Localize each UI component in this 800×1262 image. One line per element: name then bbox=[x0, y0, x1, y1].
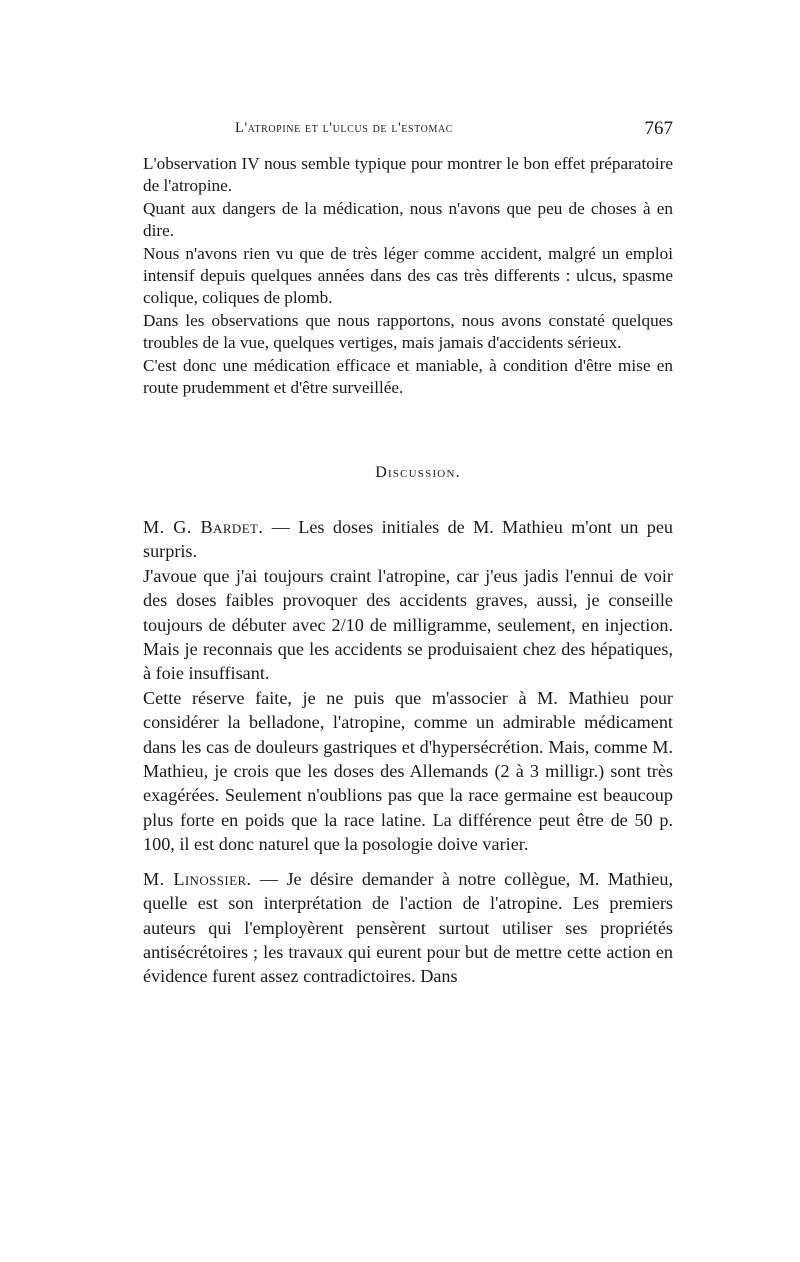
discussion-body bbox=[143, 515, 673, 989]
speaker-name: M. Linossier. bbox=[143, 868, 252, 889]
paragraph: Cette réserve faite, je ne puis que m'associer à M. Mathieu pour considérer la belladone, l'atropine, comme un admirable médicament dans les cas de douleurs gastriques et d'hypersécrétion. Mais, comme M. Mathieu, je crois que les doses des Allemands (2 à 3 milligr.) sont très exagérées. Seulement n'oublions pas que la race germaine est beaucoup plus forte en poids que la race latine. La différence peut être de 50 p. 100, il est donc naturel que la posologie doive varier. bbox=[143, 687, 673, 855]
running-head bbox=[143, 118, 673, 142]
paragraph: J'avoue que j'ai toujours craint l'atropine, car j'eus jadis l'ennui de voir des doses faibles provoquer des accidents graves, aussi, je conseille toujours de débuter avec 2/10 de milligramme, seulement, en injection. Mais je reconnais que les accidents se produisaient chez des hépatiques, à foie insuffisant. bbox=[143, 565, 673, 684]
paragraph: C'est donc une médication efficace et maniable, à condition d'être mise en route prudemment et d'être surveillée. bbox=[143, 355, 673, 398]
paragraph: Quant aux dangers de la médication, nous n'avons que peu de choses à en dire. bbox=[143, 198, 673, 241]
remark-text: — Je désire demander à notre collègue, M. Mathieu, quelle est son interprétation de l'action de l'atropine. Les premiers auteurs qui l'employèrent pensèrent surtout utiliser ses propriétés antisécrétoires ; les travaux qui eurent pour but de mettre cette action en évidence furent assez contradictoires. Dans bbox=[143, 868, 673, 987]
speaker-name: M. G. Bardet. bbox=[143, 517, 264, 537]
discussion-heading: Discussion. bbox=[375, 464, 461, 481]
bardet-remark bbox=[143, 515, 673, 564]
paragraph: Dans les observations que nous rapportons, nous avons constaté quelques troubles de la vue, quelques vertiges, mais jamais d'accidents sérieux. bbox=[143, 310, 673, 353]
running-title: L'atropine et l'ulcus de l'estomac bbox=[235, 120, 454, 136]
linossier-remark bbox=[143, 867, 673, 989]
paragraph: Nous n'avons rien vu que de très léger comme accident, malgré un emploi intensif depuis quelques années dans des cas très differents : ulcus, spasme colique, coliques de plomb. bbox=[143, 243, 673, 308]
observation-conclusion bbox=[143, 153, 673, 399]
page-number: 767 bbox=[644, 118, 673, 139]
paragraph: L'observation IV nous semble typique pour montrer le bon effet préparatoire de l'atropine. bbox=[143, 154, 673, 196]
remark-text: — Les doses initiales de M. Mathieu m'ont un peu surpris. bbox=[143, 517, 673, 562]
